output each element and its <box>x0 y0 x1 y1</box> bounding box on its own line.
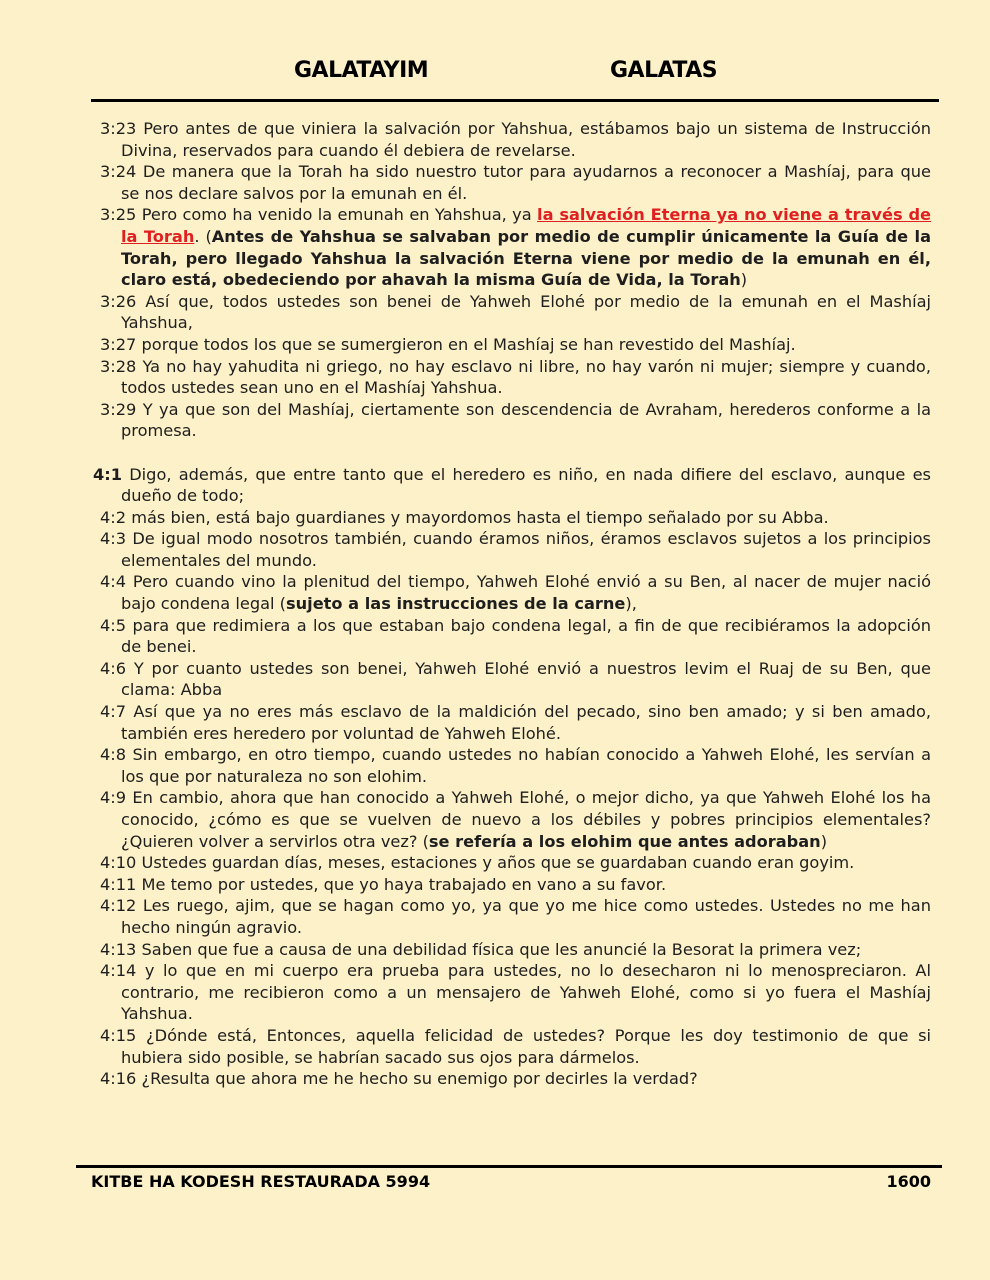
verse-text: ¿Dónde está, Entonces, aquella felicidad de ustedes? Porque les doy testimonio de que si hubiera sido posible, se habrían sacado sus ojos para dármelos. <box>121 1025 932 1067</box>
verse-text: Ya no hay yahudita ni griego, no hay esclavo ni libre, no hay varón ni mujer; siempre y cuando, todos ustedes sean uno en el Mashíaj Yahshua. <box>121 356 931 398</box>
verse-text: ) <box>740 270 748 290</box>
verse-4-8 <box>100 744 931 787</box>
footer-rule <box>76 1165 942 1168</box>
verse-4-12 <box>100 895 931 938</box>
verse-text: y lo que en mi cuerpo era prueba para ustedes, no lo desecharon ni lo menospreciaron. Al contrario, me recibieron como a un mensajero de Yahweh Elohé, como si yo fuera el Mashíaj Yahshua. <box>121 961 931 1024</box>
verse-reference: 4:9 <box>100 788 127 808</box>
verse-text: ), <box>625 594 637 614</box>
verse-reference: 4:14 <box>100 961 137 981</box>
verse-4-13 <box>100 939 931 961</box>
verse-4-9 <box>100 787 931 852</box>
verse-text: Me temo por ustedes, que yo haya trabajado en vano a su favor. <box>141 874 667 894</box>
verse-text: porque todos los que se sumergieron en el Mashíaj se han revestido del Mashíaj. <box>141 334 796 354</box>
verse-commentary-bold: Antes de Yahshua se salvaban por medio de cumplir únicamente la Guía de la Torah, pero llegado Yahshua la salvación Eterna viene por medio de la emunah en él, claro está, obedeciendo por ahavah la misma Guía de Vida, la Torah <box>121 226 931 290</box>
verse-reference: 4:15 <box>100 1025 137 1045</box>
verse-3-28 <box>100 356 931 399</box>
verse-text: Saben que fue a causa de una debilidad física que les anuncié la Besorat la primera vez; <box>141 939 862 959</box>
verse-reference: 3:24 <box>100 162 137 182</box>
verse-4-1 <box>93 464 931 507</box>
verse-highlight-red: la salvación Eterna ya no viene a través de la Torah <box>121 205 932 246</box>
verse-text: En cambio, ahora que han conocido a Yahweh Elohé, o mejor dicho, ya que Yahweh Elohé los ha conocido, ¿cómo es que se vuelven de nuevo a los débiles y pobres principios elementales? ¿Quieren volver a servirlos otra vez? ( <box>121 788 931 851</box>
verse-reference: 4:8 <box>100 745 127 765</box>
verse-text: Así que ya no eres más esclavo de la maldición del pecado, sino ben amado; y si ben amado, también eres heredero por voluntad de Yahweh Elohé. <box>121 702 931 743</box>
verse-text: más bien, está bajo guardianes y mayordomos hasta el tiempo señalado por su Abba. <box>131 507 829 527</box>
verse-reference: 3:25 <box>100 205 137 225</box>
verse-text: Pero cuando vino la plenitud del tiempo, Yahweh Elohé envió a su Ben, al nacer de mujer nació bajo condena legal ( <box>121 572 931 614</box>
verse-4-7 <box>100 701 931 744</box>
verse-reference: 3:27 <box>100 334 137 354</box>
verse-reference: 3:23 <box>100 119 137 138</box>
verse-4-4 <box>100 571 931 614</box>
verse-reference: 4:1 <box>93 464 122 484</box>
verse-text: Digo, además, que entre tanto que el heredero es niño, en nada difiere del esclavo, aunque es dueño de todo; <box>121 464 931 506</box>
verse-3-23 <box>100 118 931 161</box>
verse-3-26 <box>100 291 931 334</box>
verse-reference: 3:28 <box>100 356 137 376</box>
verse-4-2 <box>100 507 931 529</box>
verse-reference: 4:5 <box>100 615 127 635</box>
verse-text: Y ya que son del Mashíaj, ciertamente son descendencia de Avraham, herederos conforme a la promesa. <box>121 399 931 441</box>
page-header <box>0 58 990 92</box>
verse-reference: 4:12 <box>100 896 137 916</box>
verse-4-6 <box>100 658 931 701</box>
spanish-book-title: GALATAS <box>610 58 718 83</box>
verse-text: Ustedes guardan días, meses, estaciones y años que se guardaban cuando eran goyim. <box>141 853 855 873</box>
verse-text: Les ruego, ajim, que se hagan como yo, ya que yo me hice como ustedes. Ustedes no me han hecho ningún agravio. <box>121 896 931 937</box>
verse-reference: 4:13 <box>100 939 137 959</box>
verse-text: ) <box>820 831 828 851</box>
verse-reference: 4:4 <box>100 572 127 592</box>
page-number: 1600 <box>886 1172 931 1191</box>
verse-reference: 4:3 <box>100 529 127 549</box>
verse-reference: 4:10 <box>100 853 137 873</box>
verse-text: Así que, todos ustedes son benei de Yahweh Elohé por medio de la emunah en el Mashíaj Yahshua, <box>121 291 931 333</box>
verse-text: Pero como ha venido la emunah en Yahshua, ya <box>141 205 538 225</box>
verse-text: De manera que la Torah ha sido nuestro tutor para ayudarnos a reconocer a Mashíaj, para que se nos declare salvos por la emunah en él. <box>121 162 932 203</box>
verse-text: De igual modo nosotros también, cuando éramos niños, éramos esclavos sujetos a los principios elementales del mundo. <box>121 529 931 570</box>
verse-reference: 3:26 <box>100 291 137 311</box>
verse-text: ¿Resulta que ahora me he hecho su enemigo por decirles la verdad? <box>141 1069 698 1089</box>
verse-reference: 3:29 <box>100 399 137 419</box>
page-footer <box>0 1172 990 1194</box>
verse-text: Sin embargo, en otro tiempo, cuando ustedes no habían conocido a Yahweh Elohé, les servían a los que por naturaleza no son elohim. <box>121 745 931 786</box>
verse-3-24 <box>100 161 931 204</box>
verse-reference: 4:16 <box>100 1069 137 1089</box>
scripture-text <box>93 118 932 1090</box>
verse-reference: 4:7 <box>100 702 127 722</box>
verse-3-29 <box>100 399 931 442</box>
verse-reference: 4:11 <box>100 874 137 894</box>
verse-4-5 <box>100 615 931 658</box>
verse-4-16 <box>100 1068 931 1090</box>
verse-text: . ( <box>194 226 212 246</box>
verse-text: Pero antes de que viniera la salvación por Yahshua, estábamos bajo un sistema de Instrucción Divina, reservados para cuando él debiera de revelarse. <box>121 119 931 160</box>
verse-commentary-bold: sujeto a las instrucciones de la carne <box>285 594 626 614</box>
verse-reference: 4:2 <box>100 507 127 527</box>
hebrew-book-title: GALATAYIM <box>294 58 429 83</box>
verse-4-14 <box>100 960 931 1025</box>
footer-publication-title: KITBE HA KODESH RESTAURADA 5994 <box>91 1172 431 1191</box>
verse-4-10 <box>100 852 931 874</box>
verse-3-25 <box>100 204 931 290</box>
verse-4-15 <box>100 1025 931 1068</box>
verse-commentary-bold: se refería a los elohim que antes adoraban <box>428 831 821 851</box>
verse-text: para que redimiera a los que estaban bajo condena legal, a fin de que recibiéramos la adopción de benei. <box>121 615 931 657</box>
verse-4-11 <box>100 874 931 896</box>
verse-4-3 <box>100 528 931 571</box>
verse-reference: 4:6 <box>100 658 127 678</box>
verse-text: Y por cuanto ustedes son benei, Yahweh Elohé envió a nuestros levim el Ruaj de su Ben, que clama: Abba <box>121 658 931 700</box>
verse-3-27 <box>100 334 931 356</box>
header-rule <box>91 99 939 102</box>
